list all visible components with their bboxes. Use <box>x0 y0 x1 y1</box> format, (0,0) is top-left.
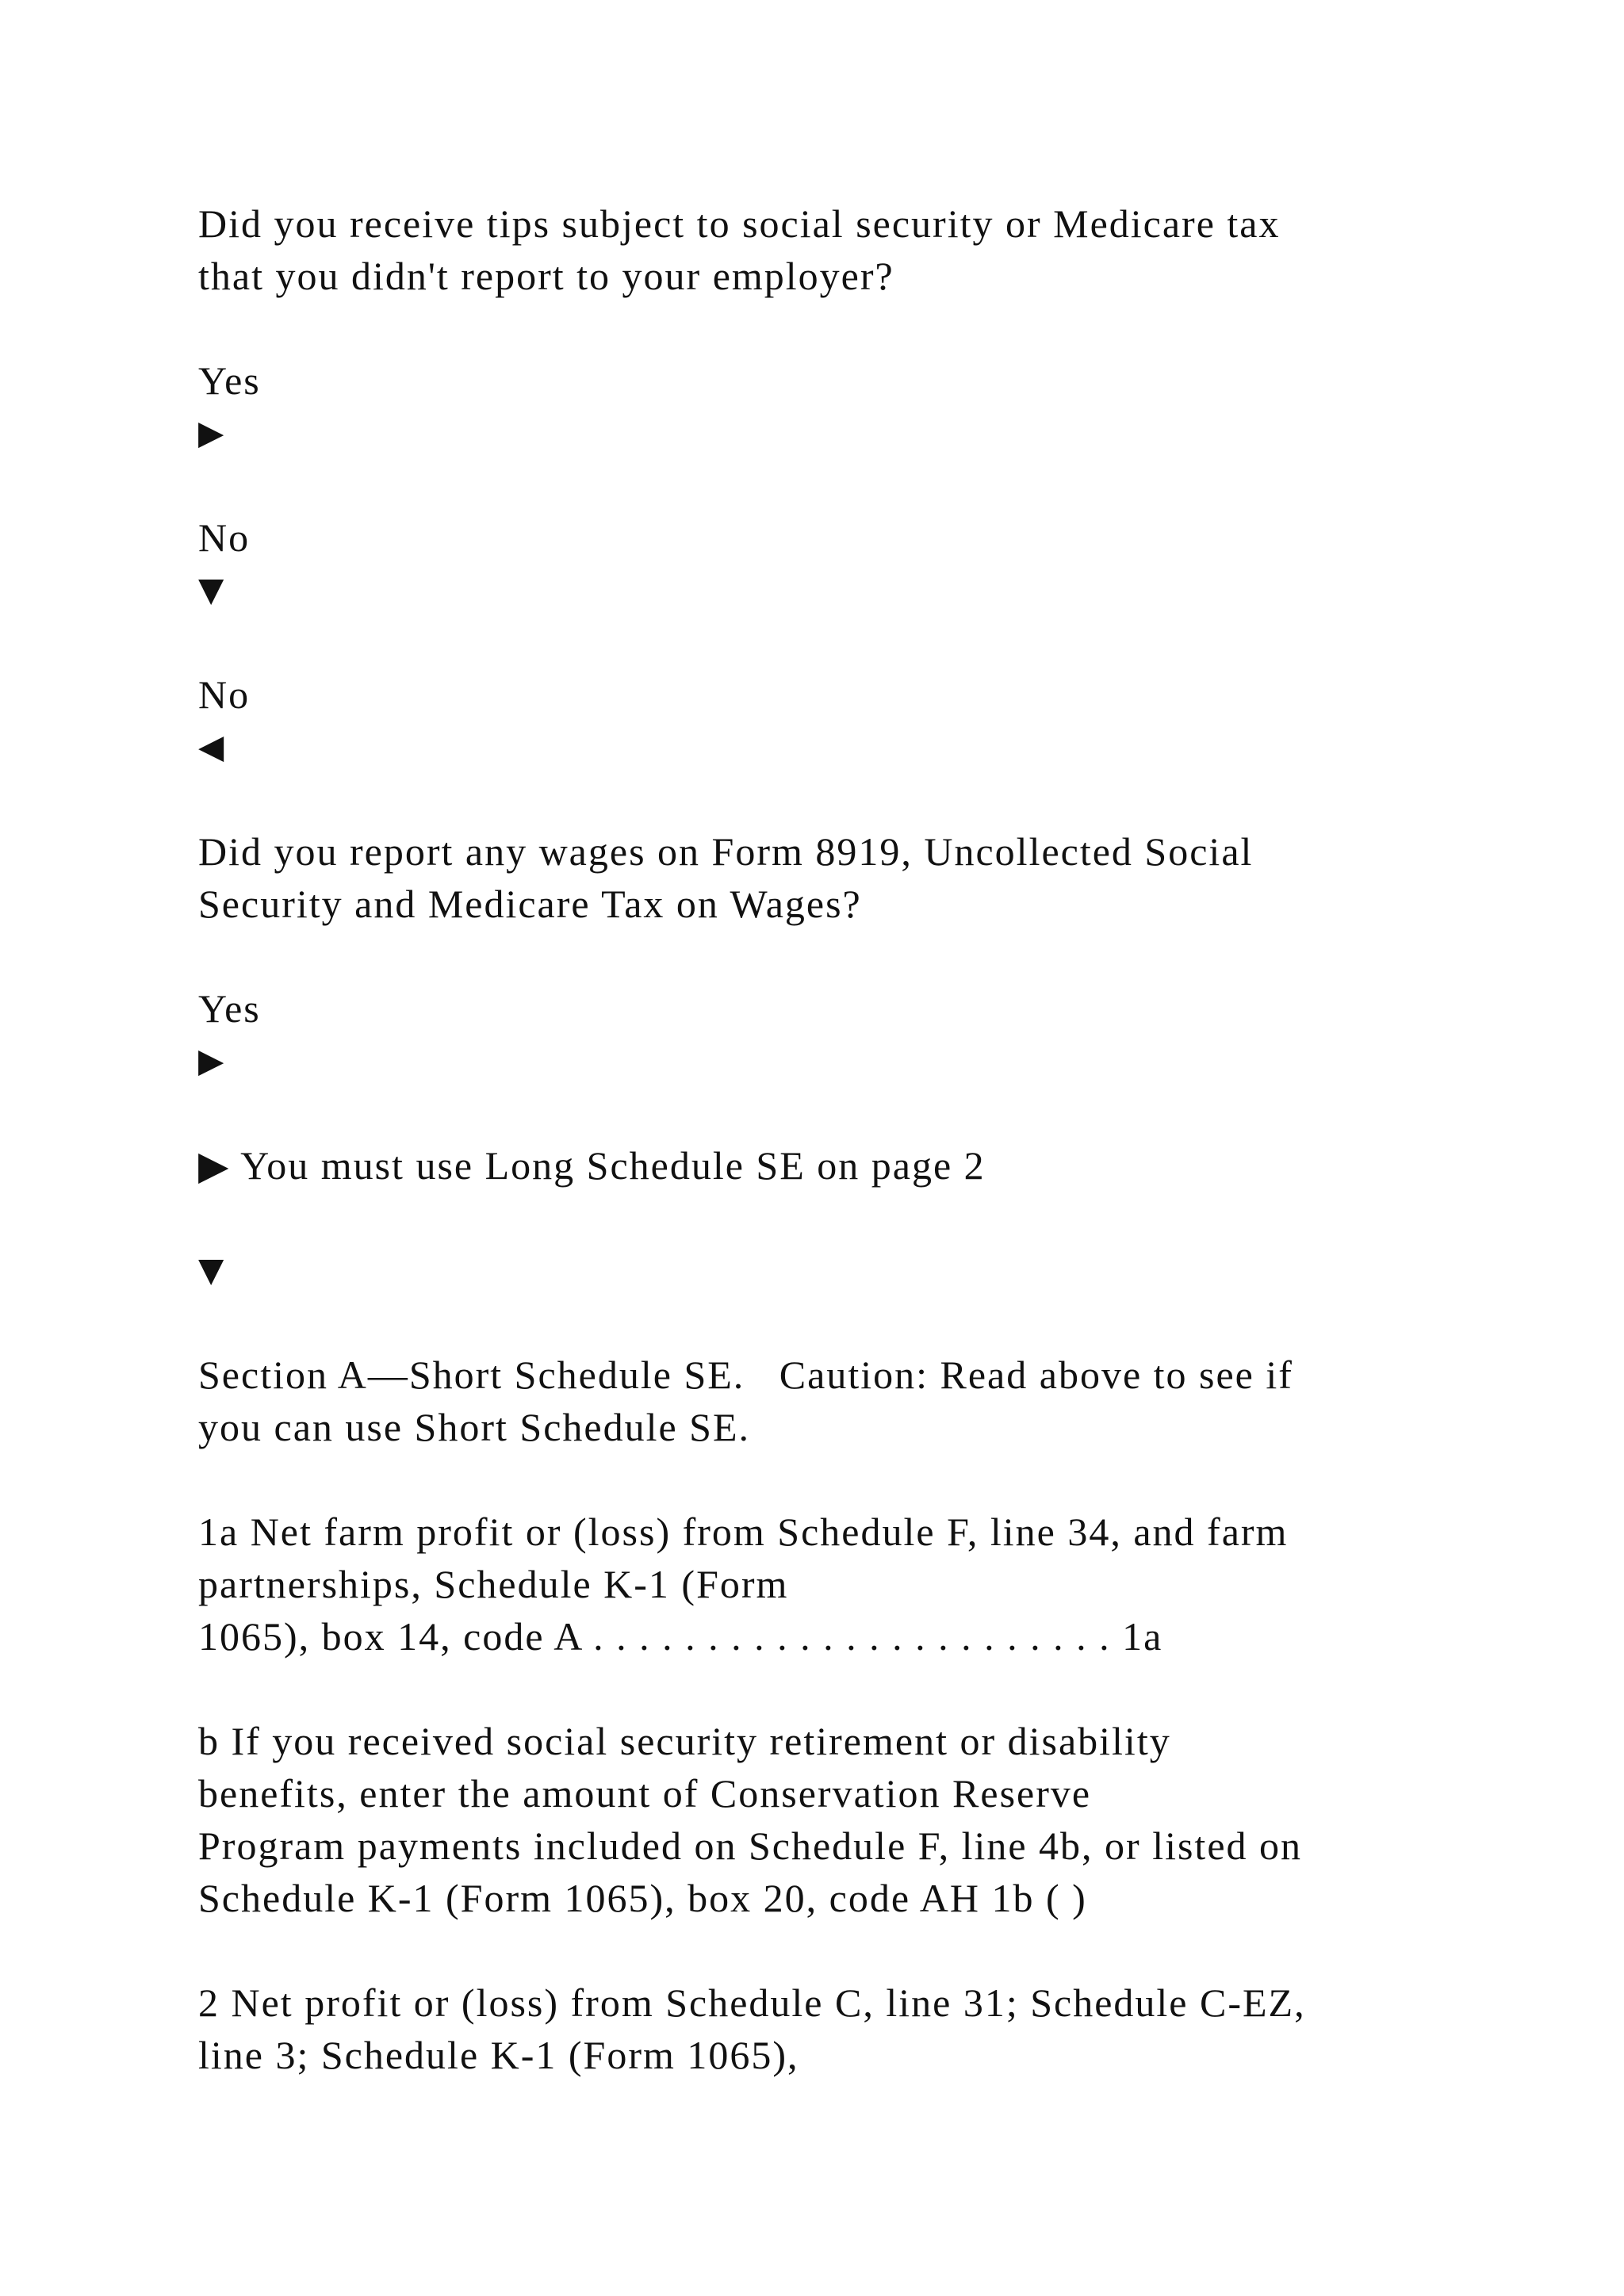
q1-no-label: No <box>198 515 251 560</box>
line-1a-text-2: partnerships, Schedule K-1 (Form <box>198 1562 789 1606</box>
section-a-heading-line-2: you can use Short Schedule SE. <box>198 1405 751 1449</box>
line-1b-text-2: benefits, enter the amount of Conservation Reserve <box>198 1771 1092 1816</box>
down-arrow-icon: ▼ <box>198 570 226 609</box>
q2-text-line-1: Did you report any wages on Form 8919, Uncollected Social <box>198 829 1254 874</box>
line-1b-text-4: Schedule K-1 (Form 1065), box 20, code AH 1b ( ) <box>198 1876 1087 1920</box>
right-arrow-icon: ▶ <box>198 413 226 452</box>
line-2-text-1: 2 Net profit or (loss) from Schedule C, line 31; Schedule C-EZ, <box>198 1980 1306 2025</box>
line-1a-text-3: 1065), box 14, code A . . . . . . . . . . . . . . . . . . . . . . . 1a <box>198 1614 1163 1659</box>
line-1a-text-1: 1a Net farm profit or (loss) from Schedule F, line 34, and farm <box>198 1510 1289 1554</box>
section-a-heading-line-1: Section A—Short Schedule SE. Caution: Read above to see if <box>198 1353 1293 1397</box>
left-arrow-icon: ◀ <box>198 727 226 766</box>
q1-yes-label: Yes <box>198 358 261 403</box>
down-arrow-icon: ▼ <box>198 1250 226 1289</box>
line-1b-text-1: b If you received social security retirement or disability <box>198 1719 1171 1763</box>
right-arrow-icon: ▶ <box>198 1041 226 1080</box>
branch-no-label: No <box>198 672 251 717</box>
q2-text-line-2: Security and Medicare Tax on Wages? <box>198 882 862 926</box>
q2-yes-label: Yes <box>198 986 261 1031</box>
q1-text-line-2: that you didn't report to your employer? <box>198 254 894 298</box>
line-1b-text-3: Program payments included on Schedule F, line 4b, or listed on <box>198 1823 1303 1868</box>
q1-text-line-1: Did you receive tips subject to social security or Medicare tax <box>198 201 1281 246</box>
long-schedule-se-notice: ▶ You must use Long Schedule SE on page 2 <box>198 1143 986 1188</box>
line-2-text-2: line 3; Schedule K-1 (Form 1065), <box>198 2033 799 2077</box>
